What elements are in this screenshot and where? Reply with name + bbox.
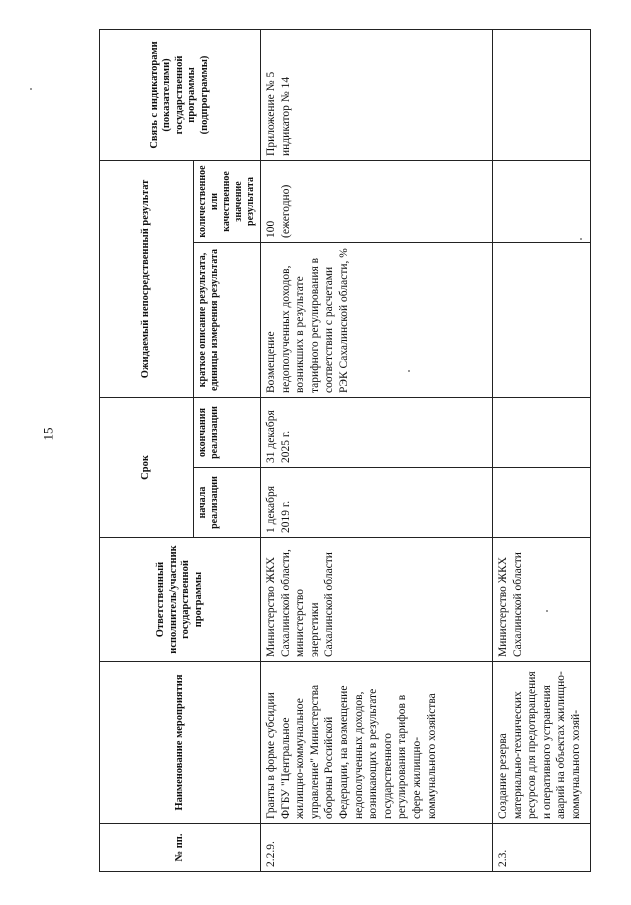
header-term-end: окончания реализации	[194, 397, 261, 467]
scan-speck	[30, 88, 32, 90]
header-result-value: количественное или качественное значение результата	[194, 160, 261, 242]
row-result-description	[493, 242, 591, 397]
table-row	[493, 29, 591, 871]
scan-speck	[408, 370, 410, 372]
header-number: № пп.	[100, 824, 261, 872]
page-number: 15	[40, 427, 56, 441]
header-term-start: начала реализации	[194, 468, 261, 538]
row-indicator-link: Приложение № 5 индикатор № 14	[261, 29, 493, 160]
row-result-description: Возмещение недополученных доходов, возникших в результате тарифного регулирования в соответствии с расчетами РЭК Сахалинской области, %	[261, 242, 493, 397]
header-indicator-link: Связь с индикаторами (показателями) государственной программы (подпрограммы)	[100, 29, 261, 160]
table-row	[261, 29, 493, 871]
row-responsible: Министерство ЖКХ Сахалинской области	[493, 538, 591, 662]
row-indicator-link	[493, 29, 591, 160]
row-responsible: Министерство ЖКХ Сахалинской области, министерство энергетики Сахалинской области	[261, 538, 493, 662]
row-activity-name: Гранты в форме субсидии ФГБУ "Центральное жилищно-коммунальное управление" Министерства обороны Российской Федерации, на возмещение недополученных доходов, возникающих в результате государственного регулирования тарифов в сфере жилищно-коммунального хозяйства	[261, 662, 493, 824]
header-expected-result: Ожидаемый непосредственный результат	[100, 160, 194, 397]
row-number: 2.2.9.	[261, 824, 493, 872]
scan-speck	[546, 610, 548, 612]
header-activity-name: Наименование мероприятия	[100, 662, 261, 824]
row-number: 2.3.	[493, 824, 591, 872]
row-activity-name: Создание резерва материально-технических ресурсов для предотвращения и оперативного устранения аварий на объектах жилищно-коммунального хозяй-	[493, 662, 591, 824]
header-term: Срок	[100, 397, 194, 537]
row-term-end	[493, 397, 591, 467]
scan-speck	[580, 238, 582, 240]
header-responsible: Ответственный исполнитель/участник государственной программы	[100, 538, 261, 662]
activities-table	[99, 29, 591, 872]
row-result-value	[493, 160, 591, 242]
row-term-start	[493, 468, 591, 538]
header-result-description: краткое описание результата, единицы измерения результата	[194, 242, 261, 397]
row-result-value: 100 (ежегодно)	[261, 160, 493, 242]
rotated-table-container	[99, 30, 589, 872]
header-row	[100, 29, 194, 871]
row-term-end: 31 декабря 2025 г.	[261, 397, 493, 467]
row-term-start: 1 декабря 2019 г.	[261, 468, 493, 538]
